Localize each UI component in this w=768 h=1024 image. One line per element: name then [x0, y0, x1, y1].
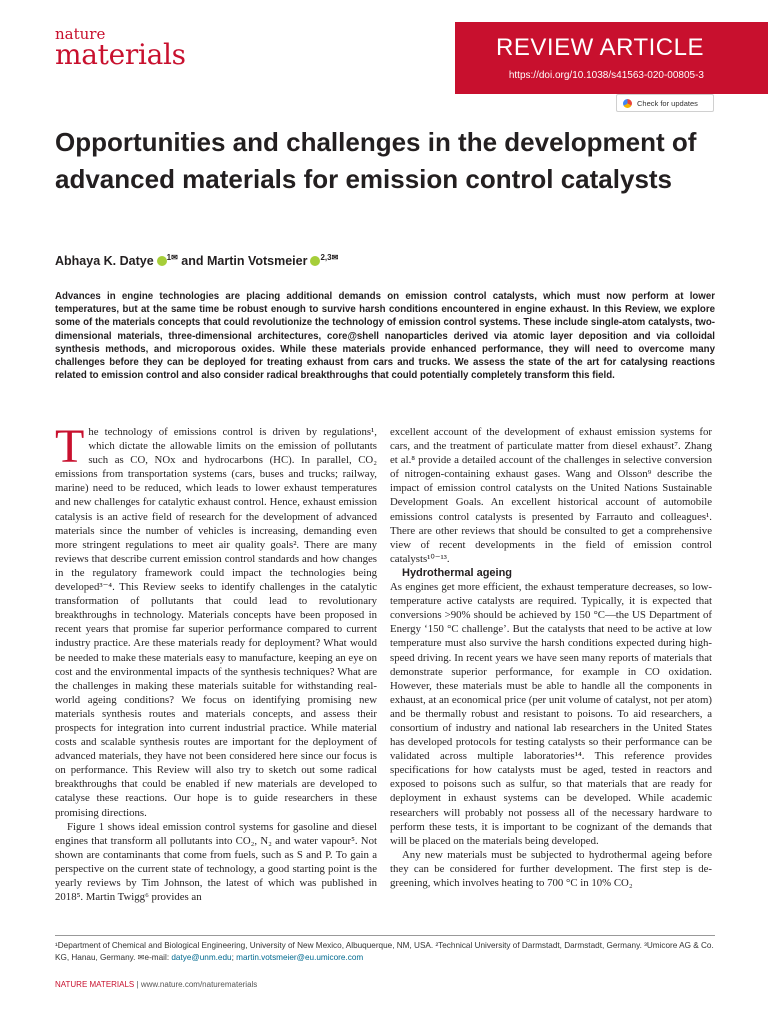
footer-journal: NATURE MATERIALS	[55, 980, 135, 989]
drop-cap: T	[55, 420, 85, 473]
check-updates-label: Check for updates	[637, 99, 698, 108]
email-link[interactable]: datye@unm.edu	[171, 953, 232, 962]
orcid-icon[interactable]	[310, 256, 320, 266]
article-type: REVIEW ARTICLE	[496, 34, 704, 61]
author-name[interactable]: Abhaya K. Datye	[55, 254, 154, 269]
logo-line2: materials	[55, 38, 186, 71]
logo-line1: nature	[55, 25, 106, 43]
body-paragraph: Any new materials must be subjected to hydrothermal ageing before they can be considered for further development. The first step is de-greening, which involves heating to 700 °C in 10% CO₂	[390, 848, 712, 889]
affiliations-text: ¹Department of Chemical and Biological Engineering, University of New Mexico, Albuquerque, NM, USA. ²Technical University of Darmstadt, Darmstadt, Germany. ³Umicore AG & Co. KG, Hanau, Germany. ✉e-mail:	[55, 941, 714, 962]
body-paragraph	[55, 420, 377, 820]
article-title: Opportunities and challenges in the development of advanced materials for emission control catalysts	[55, 127, 697, 194]
page-footer	[55, 980, 257, 989]
check-updates-button[interactable]	[616, 94, 714, 112]
section-heading: Hydrothermal ageing	[402, 566, 513, 579]
orcid-icon[interactable]	[157, 256, 167, 266]
author-affiliation: 1✉	[166, 253, 178, 262]
author-name[interactable]: Martin Votsmeier	[206, 254, 308, 269]
paragraph-text: he technology of emissions control is driven by regulations¹, which dictate the allowable limits on the emission of pollutants such as CO, NOx and hydrocarbons (HC). In parallel, CO₂ emissions from transportation systems (cars, buses and trucks; railway, marine) need to be reduced, which leads to lower exhaust temperatures and new challenges for catalytic exhaust control. Hence, exhaust emission catalysis is an active field of research for the development of advanced materials since the number of vehicles is increasing, demanding even more stringent regulations to meet air quality goals². There are many reviews that describe current emission control standards and how changes in the regulatory framework could impact the technologies being developed³⁻⁴. This Review seeks to identify challenges in the catalytic transformation of pollutants that could lead to revolutionary breakthroughs in technology. Materials concepts have been proposed in recent years that promise far superior performance compared to current industry practice. Are these materials ready for deployment? What would be needed to make these materials easy to manufacture, keeping an eye on cost and the environmental impacts of the synthesis techniques? What are the challenges in making these materials suitable for withstanding real-world ageing conditions? We focus on identifying promising new materials synthesis routes and materials concepts, and assess their prospects for integration into current industrial practice. While material costs and scalable synthesis routes are important for the deployment of advanced materials, they have not been considered here since our focus is on performance. This Review will also try to sketch out some radical breakthroughs that could be enabled if new materials are developed to catalyse these reactions. Our hope is to guide researchers in these promising directions.	[55, 426, 377, 819]
crossmark-icon	[623, 99, 632, 108]
body-paragraph: As engines get more efficient, the exhaust temperature decreases, so low-temperature active catalysts are required. Typically, it is expected that conversions >90% should be achieved by 150 °C—the US Department of Energy ‘150 °C challenge’. But the catalysts that need to be active at low temperature must also survive the harsh conditions expected during high-speed driving. In recent years we have seen many reports of materials that demonstrate superior performance, for example in CO oxidation. However, these materials must be able to handle all the components in exhaust, at an economical price (per unit volume of catalyst, not per atom) and be thermally robust and resistant to poisons. To aid researchers, a consortium of industry and national lab researchers in the United States has developed protocols for testing catalysts so their performance can be validated across multiple laboratories¹⁴. This reference provides specifications for how catalysts must be aged, tested in reactors and exposed to poisons such as sulfur, so that materials that are ready for deployment in exhaust systems can be developed. While academic researchers will probably not possess all of the necessary hardware to perform these tests, it is important to be cognizant of the demands that will be placed on the materials being developed.	[390, 581, 712, 847]
author-list	[55, 253, 338, 268]
body-column-right	[390, 425, 712, 890]
journal-logo[interactable]	[55, 25, 186, 71]
footnote-divider	[55, 935, 715, 936]
abstract: Advances in engine technologies are placing additional demands on emission control catalysts, which must now perform at lower temperatures, but at the same time be robust enough to survive harsh conditions encountered in engine exhaust. In this Review, we explore some of the materials concepts that could revolutionize the technology of emission control systems. These include single-atom catalysts, two-dimensional materials, three-dimensional architectures, core@shell nanoparticles derived via atomic layer deposition and via colloidal synthesis methods, and microporous oxides. While these materials provide enhanced performance, they will need to overcome many challenges before they can be deployed for treating exhaust from cars and trucks. We assess the state of the art for catalysing reactions related to emission control and also consider radical breakthroughs that could potentially completely transform this field.	[55, 291, 715, 382]
page-header	[0, 0, 768, 108]
article-type-banner	[455, 22, 768, 94]
author-affiliation: 2,3✉	[320, 253, 339, 262]
footer-url[interactable]: www.nature.com/naturematerials	[140, 980, 258, 989]
email-link[interactable]: martin.votsmeier@eu.umicore.com	[236, 953, 364, 962]
body-paragraph: excellent account of the development of exhaust emission systems for cars, and the treatment of particulate matter from diesel exhaust⁷. Zhang et al.⁸ provide a detailed account of the challenges in selective conversion of nitrogen-containing exhaust gases. Wang and Olsson⁹ describe the impact of emission control catalysts on the United Nations Sustainable Development Goals. An excellent historical account of automobile emissions control catalysts is presented by Farrauto and colleagues¹. There are other reviews that should be consulted to get a comprehensive view of recent developments in the field of emission control catalysts¹⁰⁻¹³.	[390, 426, 712, 565]
affiliations-footnote	[55, 940, 720, 964]
body-paragraph: Figure 1 shows ideal emission control systems for gasoline and diesel engines that transform all pollutants into CO₂, N₂ and water vapour⁵. Not shown are contaminants that come from fuels, such as S and P. To gain a perspective on the current state of technology, a good starting point is the yearly reviews by Tim Johnson, the latest of which was published in 2018⁵. Martin Twigg⁶ provides an	[55, 820, 377, 904]
email-separator: ;	[231, 953, 237, 962]
body-column-left	[55, 420, 377, 904]
footer-separator: |	[134, 980, 141, 989]
author-conjunction: and	[177, 254, 207, 269]
doi-link[interactable]: https://doi.org/10.1038/s41563-020-00805-3	[508, 70, 704, 81]
